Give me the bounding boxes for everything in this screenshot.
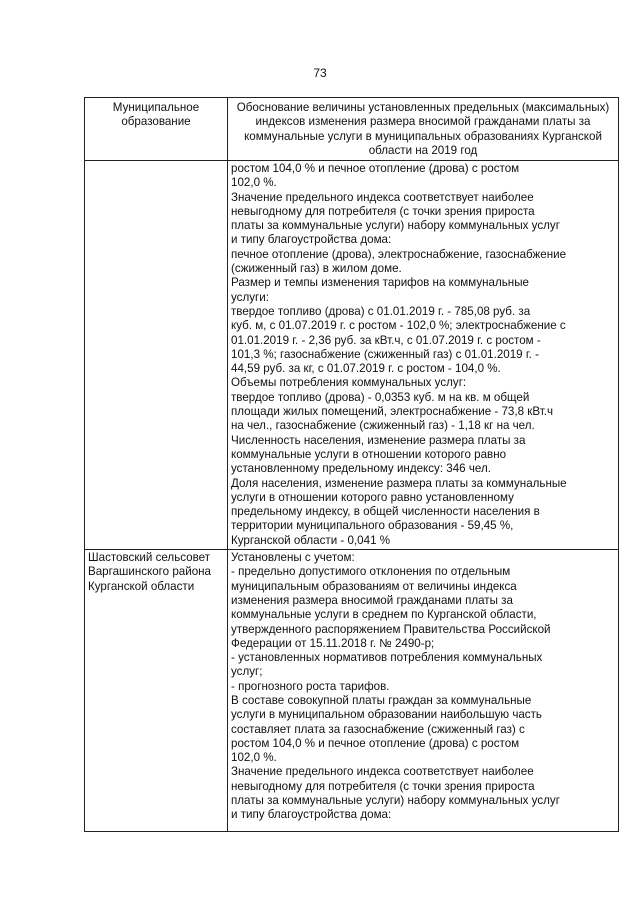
text-line: Значение предельного индекса соответствует наиболее [231,190,534,204]
text-line: территории муниципального образования - 59,45 %, [231,519,514,533]
text-line: Установлены с учетом: [231,551,355,565]
text-line: коммунальные услуги в отношении которого равно [231,447,507,461]
text-line: невыгодному для потребителя (с точки зрения прироста [231,779,535,793]
text-line: утвержденного распоряжением Правительства Российской [231,622,551,636]
text-line: составляет плата за газоснабжение (сжиженный газ) с [231,722,525,736]
text-line: предельному индексу, в общей численности населения в [231,505,540,519]
text-line: 101,3 %; газоснабжение (сжиженный газ) с 01.01.2019 г. - [231,347,539,361]
header-justification: Обоснование величины установленных предельных (максимальных) индексов изменения размера вносимой гражданами платы за коммунальные услуги в муниципальных образованиях Курганской области на 2019 год [228,98,619,161]
text-line: Размер и темпы изменения тарифов на коммунальные [231,276,529,290]
text-line: площади жилых помещений, электроснабжение - 73,8 кВт.ч [231,405,553,419]
text-line: твердое топливо (дрова) с 01.01.2019 г. - 785,08 руб. за [231,304,531,318]
indices-table [84,97,619,832]
text-line: (сжиженный газ) в жилом доме. [231,262,402,276]
text-line: Объемы потребления коммунальных услуг: [231,376,467,390]
text-line: услуги: [231,290,269,304]
text-line: В составе совокупной платы граждан за коммунальные [231,693,532,707]
text-line: Курганской области - 0,041 % [231,533,391,547]
table-row [85,161,619,550]
text-line: услуги в муниципальном образовании наибольшую часть [231,708,542,722]
text-line: услуги в отношении которого равно установленному [231,490,514,504]
header-municipality: Муниципальное образование [85,98,228,161]
text-line: - установленных нормативов потребления коммунальных [231,651,543,665]
justification-cell [228,161,619,550]
text-line: 44,59 руб. за кг, с 01.07.2019 г. с ростом - 104,0 %. [231,362,501,376]
text-line: Численность населения, изменение размера платы за [231,433,526,447]
text-line: и типу благоустройства дома: [231,233,392,247]
table-header-row [85,98,619,161]
text-line: коммунальные услуги в среднем по Курганской области, [231,608,537,622]
municipality-cell [85,550,228,832]
text-line: муниципальным образованиям от величины индекса [231,579,517,593]
text-line: Доля населения, изменение размера платы за коммунальные [231,476,567,490]
page-number: 73 [313,66,327,80]
text-line: платы за коммунальные услуги) набору коммунальных услуг [231,219,560,233]
text-line: платы за коммунальные услуги) набору коммунальных услуг [231,794,560,808]
table-row [85,550,619,832]
text-line: - прогнозного роста тарифов. [231,679,390,693]
text-line: и типу благоустройства дома: [231,808,392,822]
municipality-cell [85,161,228,550]
justification-cell [228,550,619,832]
text-line: 102,0 %. [231,176,277,190]
text-line: 01.01.2019 г. - 2,36 руб. за кВт.ч, с 01.07.2019 г. с ростом - [231,333,541,347]
text-line: куб. м, с 01.07.2019 г. с ростом - 102,0 %; электроснабжение с [231,319,566,333]
text-line: твердое топливо (дрова) - 0,0353 куб. м на кв. м общей [231,390,530,404]
text-line: ростом 104,0 % и печное отопление (дрова) с ростом [231,736,520,750]
text-line: 102,0 %. [231,751,277,765]
text-line: изменения размера вносимой гражданами платы за [231,593,513,607]
text-line: ростом 104,0 % и печное отопление (дрова) с ростом [231,162,520,175]
text-line: невыгодному для потребителя (с точки зрения прироста [231,204,535,218]
text-line: услуг; [231,665,263,679]
text-line: Федерации от 15.11.2018 г. № 2490-р; [231,636,435,650]
text-line: печное отопление (дрова), электроснабжение, газоснабжение [231,247,567,261]
text-line: на чел., газоснабжение (сжиженный газ) - 1,18 кг на чел. [231,419,535,433]
text-line: - предельно допустимого отклонения по отдельным [231,565,511,579]
municipality-name: Шастовский сельсовет Варгашинского района Курганской области [88,551,211,593]
text-line: установленному предельному индексу: 346 чел. [231,462,491,476]
text-line: Значение предельного индекса соответствует наиболее [231,765,534,779]
